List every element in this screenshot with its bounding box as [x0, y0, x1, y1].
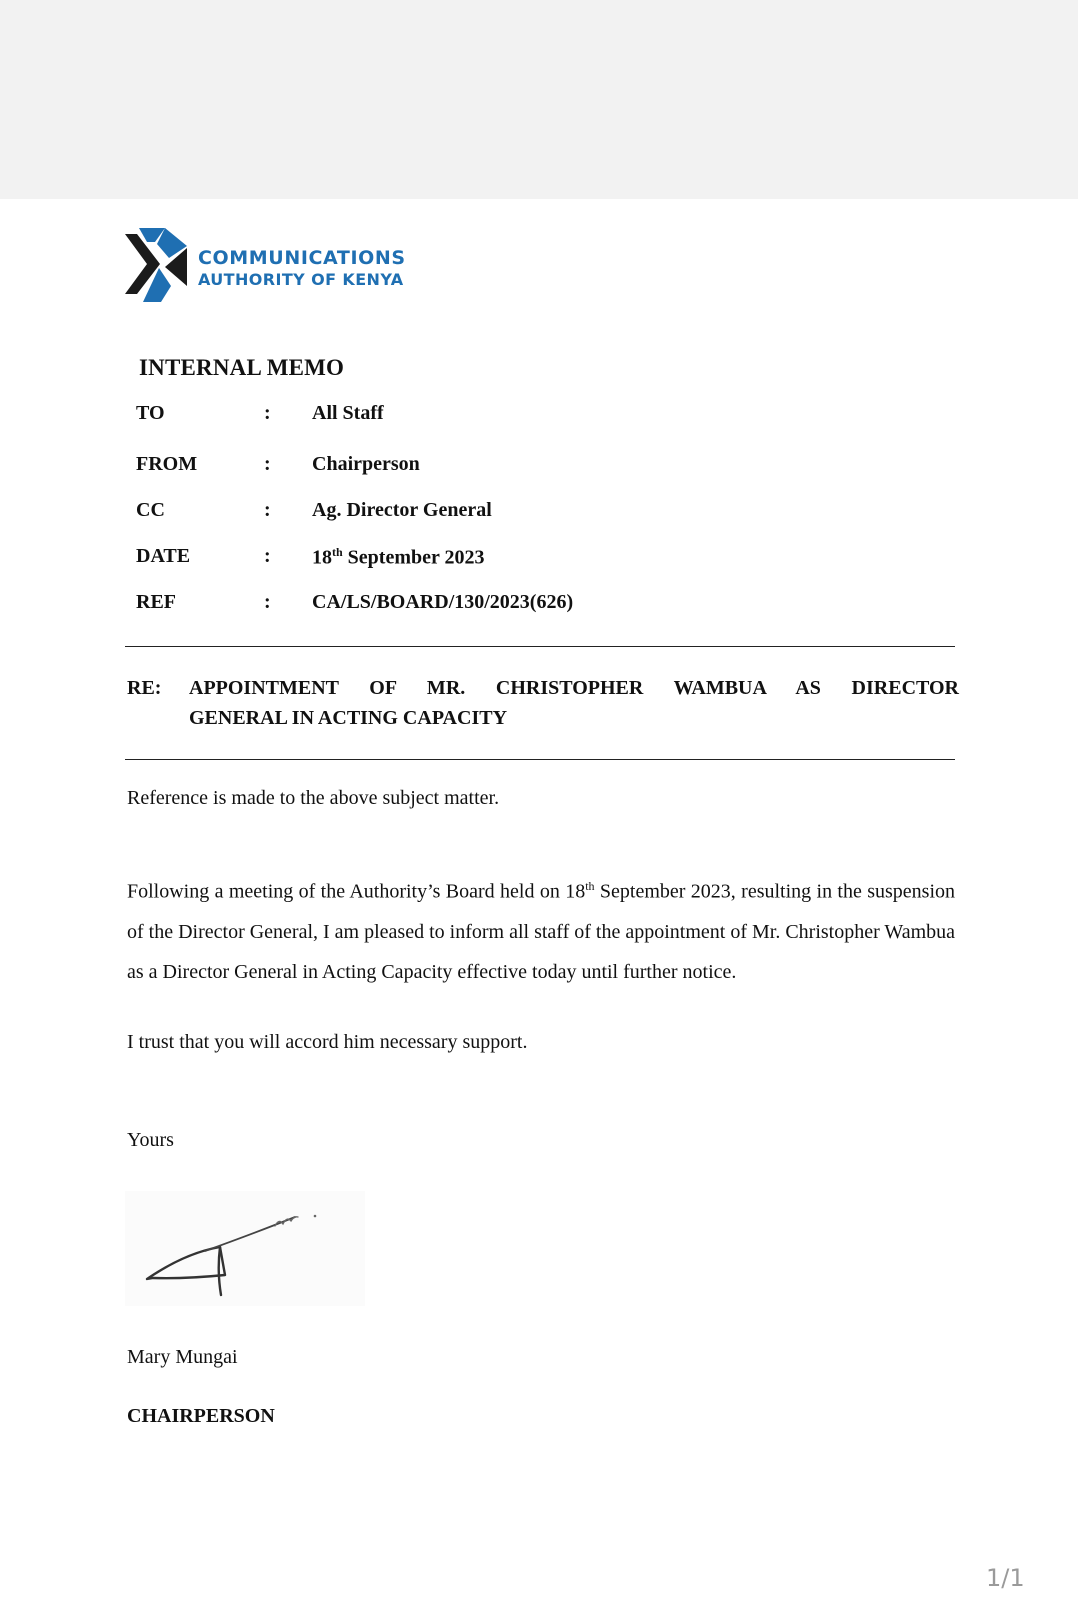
logo-wordmark — [198, 248, 406, 290]
subject-label: RE: — [127, 677, 162, 699]
header-row-to — [136, 402, 936, 428]
logo-line-2: AUTHORITY OF KENYA — [198, 270, 404, 289]
header-label: TO — [136, 402, 165, 424]
signer-name: Mary Mungai — [127, 1346, 238, 1368]
p2-text-before: Following a meeting of the Authority’s Board held on 18 — [127, 880, 586, 903]
organization-logo — [125, 228, 445, 308]
header-colon: : — [264, 402, 271, 424]
body-paragraph-1: Reference is made to the above subject matter. — [127, 787, 500, 809]
page-indicator: 1/1 — [986, 1564, 1025, 1592]
date-rest: September 2023 — [347, 546, 485, 569]
header-label: FROM — [136, 453, 198, 475]
ca-kenya-logo-icon — [125, 228, 195, 308]
signer-title: CHAIRPERSON — [127, 1405, 275, 1427]
header-colon: : — [264, 591, 271, 613]
date-suffix: th — [332, 545, 343, 559]
header-row-date — [136, 545, 936, 571]
header-value: All Staff — [312, 402, 384, 424]
header-row-ref — [136, 591, 936, 617]
header-row-cc — [136, 499, 936, 525]
header-value: Ag. Director General — [312, 499, 492, 521]
header-label: CC — [136, 499, 165, 521]
p2-text-after: September 2023, resulting in the suspension of the Director General, I am pleased to inform all staff of the appointment of Mr. Christopher Wambua as a Director General in Acting Capacity effective today until further notice. — [127, 880, 956, 983]
header-row-from — [136, 453, 936, 479]
closing-salutation: Yours — [127, 1129, 174, 1151]
viewer-top-bar — [0, 0, 1078, 199]
p2-superscript: th — [585, 879, 595, 893]
subject-line-2: GENERAL IN ACTING CAPACITY — [189, 707, 508, 729]
header-colon: : — [264, 453, 271, 475]
divider-line — [125, 646, 955, 647]
body-paragraph-3: I trust that you will accord him necessary support. — [127, 1031, 528, 1053]
header-value — [312, 545, 485, 570]
header-value: Chairperson — [312, 453, 420, 475]
signature-icon — [125, 1191, 365, 1306]
body-paragraph-2 — [127, 866, 955, 992]
logo-line-1: COMMUNICATIONS — [198, 247, 406, 269]
header-colon: : — [264, 545, 271, 567]
header-label: DATE — [136, 545, 191, 567]
date-day: 18 — [312, 546, 332, 569]
subject-line-1: APPOINTMENT OF MR. CHRISTOPHER WAMBUA AS DIRECTOR — [189, 677, 959, 699]
header-colon: : — [264, 499, 271, 521]
memo-title: INTERNAL MEMO — [139, 355, 345, 380]
subject-text — [189, 673, 959, 733]
header-label: REF — [136, 591, 176, 613]
handwritten-signature — [125, 1191, 365, 1306]
divider-line — [125, 759, 955, 760]
header-value: CA/LS/BOARD/130/2023(626) — [312, 591, 574, 613]
